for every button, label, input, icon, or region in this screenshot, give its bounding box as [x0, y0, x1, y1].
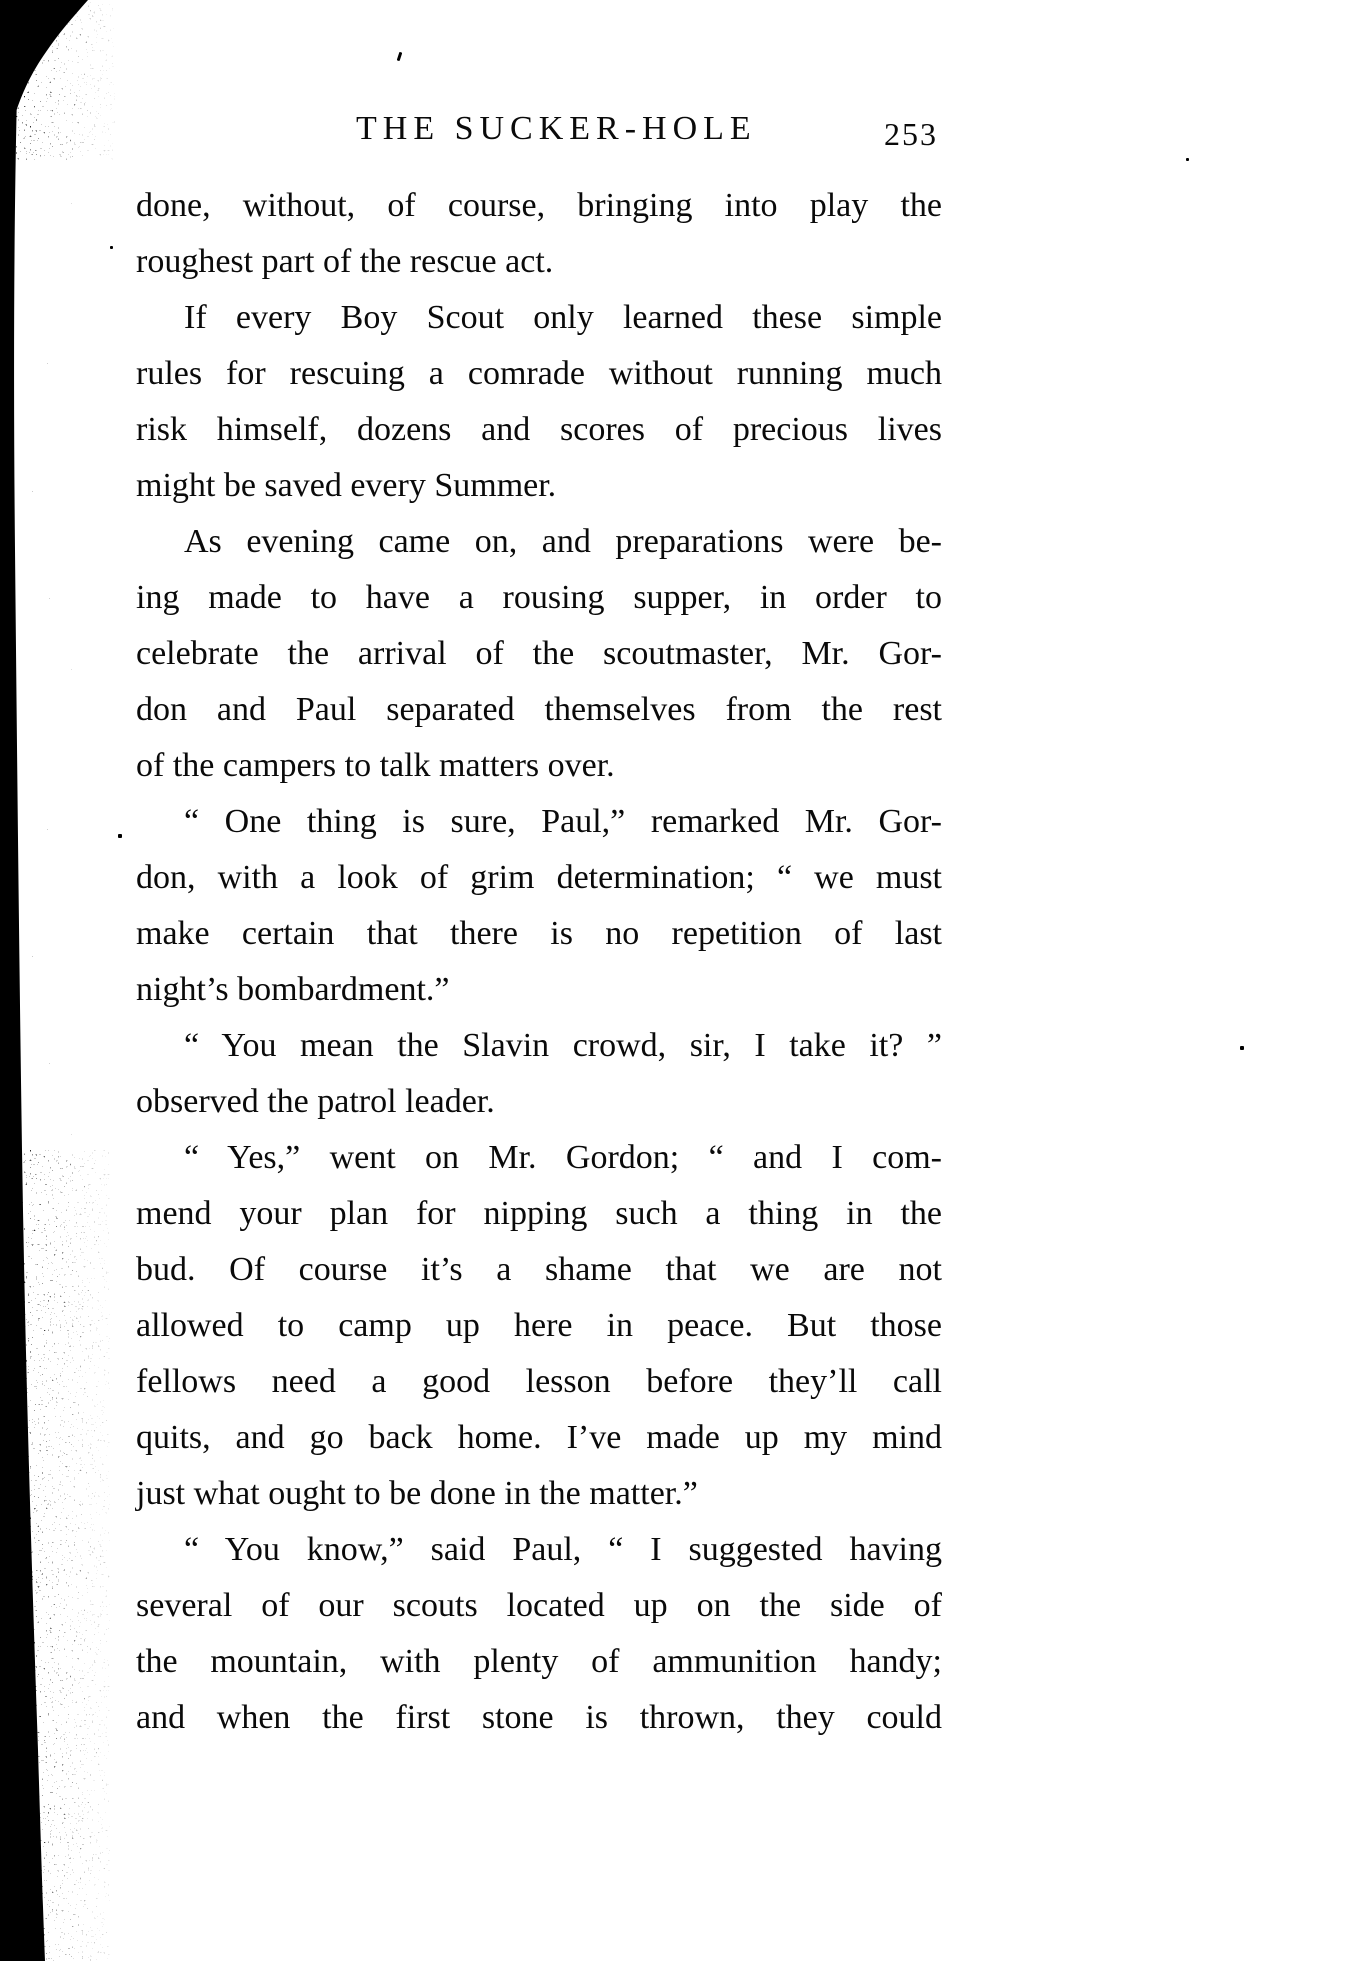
ink-speck — [1240, 1046, 1244, 1050]
text-line: If every Boy Scout only learned these simple — [184, 299, 942, 336]
text-line: ing made to have a rousing supper, in order to — [136, 579, 942, 616]
text-line: observed the patrol leader. — [136, 1083, 495, 1120]
text-line: allowed to camp up here in peace. But those — [136, 1307, 942, 1344]
text-line: As evening came on, and preparations were be- — [184, 523, 942, 560]
text-line: “ One thing is sure, Paul,” remarked Mr. Gor- — [184, 803, 942, 840]
text-line: fellows need a good lesson before they’ll call — [136, 1363, 942, 1400]
text-line: roughest part of the rescue act. — [136, 243, 554, 280]
scan-edge-noise — [0, 0, 135, 1961]
text-line: “ You know,” said Paul, “ I suggested having — [184, 1531, 942, 1568]
text-line: rules for rescuing a comrade without running much — [136, 355, 942, 392]
ink-speck — [1186, 158, 1189, 161]
text-line: the mountain, with plenty of ammunition handy; — [136, 1643, 942, 1680]
text-line: “ Yes,” went on Mr. Gordon; “ and I com- — [184, 1139, 942, 1176]
text-line: make certain that there is no repetition of last — [136, 915, 942, 952]
text-line: night’s bombardment.” — [136, 971, 450, 1008]
ink-speck — [118, 834, 122, 838]
ink-speck — [397, 52, 403, 61]
text-line: done, without, of course, bringing into play the — [136, 187, 942, 224]
text-line: and when the first stone is thrown, they could — [136, 1699, 942, 1736]
text-line: don and Paul separated themselves from the rest — [136, 691, 942, 728]
text-line: just what ought to be done in the matter.” — [136, 1475, 698, 1512]
text-line: quits, and go back home. I’ve made up my mind — [136, 1419, 942, 1456]
text-line: might be saved every Summer. — [136, 467, 557, 504]
text-line: of the campers to talk matters over. — [136, 747, 615, 784]
text-line: “ You mean the Slavin crowd, sir, I take it? ” — [184, 1027, 942, 1064]
page-text — [136, 178, 942, 1746]
page-number: 253 — [884, 116, 938, 152]
text-line: bud. Of course it’s a shame that we are not — [136, 1251, 942, 1288]
text-line: risk himself, dozens and scores of precious lives — [136, 411, 942, 448]
running-title: THE SUCKER-HOLE — [356, 110, 757, 147]
text-line: mend your plan for nipping such a thing in the — [136, 1195, 942, 1232]
text-line: celebrate the arrival of the scoutmaster, Mr. Gor- — [136, 635, 942, 672]
text-line: several of our scouts located up on the side of — [136, 1587, 942, 1624]
text-line: don, with a look of grim determination; “ we must — [136, 859, 942, 896]
ink-speck — [110, 246, 113, 249]
